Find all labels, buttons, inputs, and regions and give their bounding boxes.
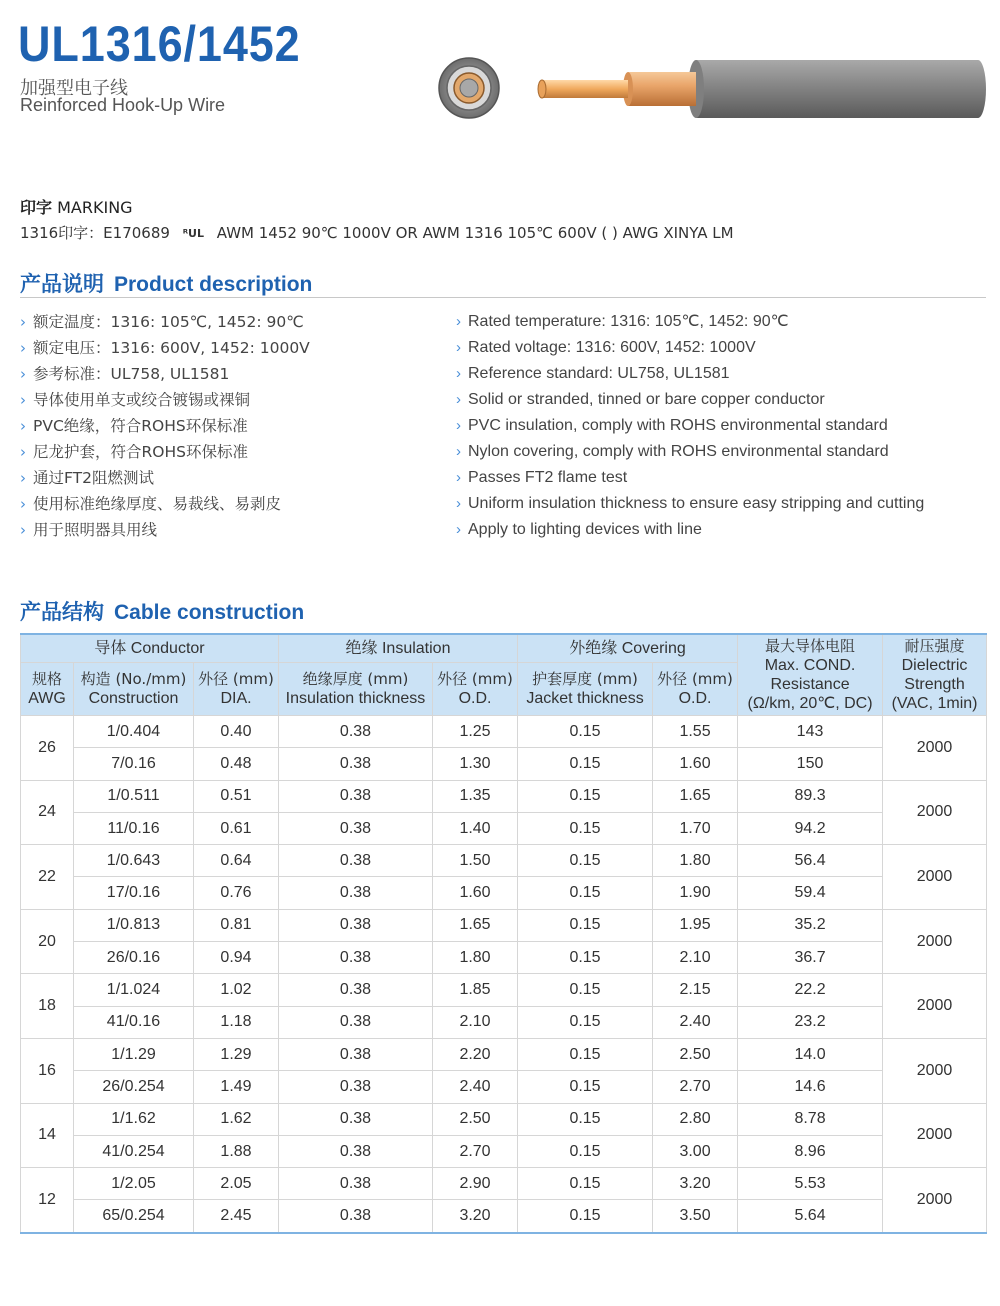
cell-od2: 2.15 xyxy=(653,974,738,1006)
chevron-right-icon: › xyxy=(456,417,461,434)
cell-jac: 0.15 xyxy=(518,748,653,780)
list-item: › Apply to lighting devices with line xyxy=(456,521,702,538)
cell-jac: 0.15 xyxy=(518,845,653,877)
cell-od2: 2.50 xyxy=(653,1038,738,1070)
cell-jac: 0.15 xyxy=(518,909,653,941)
cell-cons: 65/0.254 xyxy=(74,1200,194,1233)
list-item: › 使用标准绝缘厚度、易裁线、易剥皮 xyxy=(20,495,282,513)
header-insulation: 绝缘 Insulation xyxy=(279,634,518,663)
cell-dia: 0.48 xyxy=(194,748,279,780)
chevron-right-icon: › xyxy=(20,365,26,383)
chevron-right-icon: › xyxy=(456,495,461,512)
chevron-right-icon: › xyxy=(20,443,26,461)
cell-dia: 1.62 xyxy=(194,1103,279,1135)
list-item: › 用于照明器具用线 xyxy=(20,521,158,539)
list-item: › 额定电压：1316: 600V, 1452: 1000V xyxy=(20,339,310,357)
cell-dielectric-strength: 2000 xyxy=(883,716,987,781)
product-name-en: Reinforced Hook-Up Wire xyxy=(20,95,226,115)
chevron-right-icon: › xyxy=(20,469,26,487)
cell-res: 36.7 xyxy=(738,942,883,974)
cell-od2: 1.80 xyxy=(653,845,738,877)
chevron-right-icon: › xyxy=(20,417,26,435)
cell-ins: 0.38 xyxy=(279,1168,433,1200)
cell-ins: 0.38 xyxy=(279,877,433,909)
table-row xyxy=(21,877,987,909)
cell-jac: 0.15 xyxy=(518,716,653,748)
cell-res: 8.78 xyxy=(738,1103,883,1135)
header-dielectric-strength: 耐压强度 Dielectric Strength (VAC, 1min) xyxy=(883,634,987,716)
list-item: › 通过FT2阻燃测试 xyxy=(20,469,154,487)
cell-cons: 1/1.024 xyxy=(74,974,194,1006)
cell-dia: 0.76 xyxy=(194,877,279,909)
cell-od: 1.30 xyxy=(433,748,518,780)
cell-od2: 1.60 xyxy=(653,748,738,780)
cell-cons: 26/0.254 xyxy=(74,1071,194,1103)
header-awg: 规格 AWG xyxy=(21,663,74,716)
cell-dia: 2.05 xyxy=(194,1168,279,1200)
cell-dia: 0.51 xyxy=(194,780,279,812)
cell-od2: 3.50 xyxy=(653,1200,738,1233)
cell-awg: 20 xyxy=(21,909,74,974)
cell-jac: 0.15 xyxy=(518,942,653,974)
cell-jac: 0.15 xyxy=(518,1200,653,1233)
cell-res: 56.4 xyxy=(738,845,883,877)
cell-jac: 0.15 xyxy=(518,812,653,844)
marking-text xyxy=(20,222,734,243)
cell-dielectric-strength: 2000 xyxy=(883,845,987,910)
cell-od: 2.20 xyxy=(433,1038,518,1070)
cell-od: 2.10 xyxy=(433,1006,518,1038)
table-body xyxy=(21,716,987,1233)
table-row xyxy=(21,780,987,812)
table-row xyxy=(21,1135,987,1167)
cell-jac: 0.15 xyxy=(518,780,653,812)
marking-prefix: 1316印字：E170689 xyxy=(20,224,170,242)
chevron-right-icon: › xyxy=(20,495,26,513)
cell-dia: 0.40 xyxy=(194,716,279,748)
list-item: › Rated temperature: 1316: 105℃, 1452: 90℃ xyxy=(456,313,789,330)
cell-od: 1.40 xyxy=(433,812,518,844)
cell-cons: 17/0.16 xyxy=(74,877,194,909)
header-insulation-thickness: 绝缘厚度 (mm) Insulation thickness xyxy=(279,663,433,716)
chevron-right-icon: › xyxy=(456,313,461,330)
cell-ins: 0.38 xyxy=(279,1200,433,1233)
cell-od2: 2.40 xyxy=(653,1006,738,1038)
cell-od2: 2.10 xyxy=(653,942,738,974)
cell-ins: 0.38 xyxy=(279,1038,433,1070)
list-item: › Uniform insulation thickness to ensure easy stripping and cutting xyxy=(456,495,925,512)
cell-jac: 0.15 xyxy=(518,1038,653,1070)
cell-res: 59.4 xyxy=(738,877,883,909)
list-item: › 尼龙护套，符合ROHS环保标准 xyxy=(20,443,248,461)
header-construction: 构造 (No./mm) Construction xyxy=(74,663,194,716)
cell-dia: 0.81 xyxy=(194,909,279,941)
cell-res: 14.0 xyxy=(738,1038,883,1070)
cell-awg: 22 xyxy=(21,845,74,910)
cell-od: 2.70 xyxy=(433,1135,518,1167)
table-row xyxy=(21,974,987,1006)
product-description-heading: 产品说明 Product description xyxy=(20,272,313,296)
table-row xyxy=(21,1006,987,1038)
cell-ins: 0.38 xyxy=(279,845,433,877)
cell-od2: 2.70 xyxy=(653,1071,738,1103)
list-item: › Passes FT2 flame test xyxy=(456,469,628,486)
product-model-title: UL1316/1452 xyxy=(18,16,301,72)
cell-cons: 1/0.511 xyxy=(74,780,194,812)
cell-cons: 26/0.16 xyxy=(74,942,194,974)
cell-dia: 2.45 xyxy=(194,1200,279,1233)
description-list-en xyxy=(456,309,924,543)
cell-cons: 41/0.254 xyxy=(74,1135,194,1167)
cell-ins: 0.38 xyxy=(279,1006,433,1038)
cell-ins: 0.38 xyxy=(279,974,433,1006)
chevron-right-icon: › xyxy=(456,339,461,356)
cell-ins: 0.38 xyxy=(279,909,433,941)
cell-res: 14.6 xyxy=(738,1071,883,1103)
table-row xyxy=(21,1200,987,1233)
table-row xyxy=(21,812,987,844)
cell-jac: 0.15 xyxy=(518,1071,653,1103)
table-row xyxy=(21,942,987,974)
cell-ins: 0.38 xyxy=(279,716,433,748)
list-item: › PVC insulation, comply with ROHS environmental standard xyxy=(456,417,888,434)
cell-cons: 1/0.643 xyxy=(74,845,194,877)
cell-awg: 16 xyxy=(21,1038,74,1103)
cell-cons: 1/2.05 xyxy=(74,1168,194,1200)
product-name-cn: 加强型电子线 xyxy=(20,78,128,99)
table-header-row xyxy=(21,634,987,663)
header-covering-od: 外径 (mm) O.D. xyxy=(653,663,738,716)
cell-jac: 0.15 xyxy=(518,974,653,1006)
table-row xyxy=(21,716,987,748)
cell-od2: 1.65 xyxy=(653,780,738,812)
cell-ins: 0.38 xyxy=(279,780,433,812)
cell-ins: 0.38 xyxy=(279,748,433,780)
chevron-right-icon: › xyxy=(456,443,461,460)
cell-od2: 3.20 xyxy=(653,1168,738,1200)
cell-cons: 41/0.16 xyxy=(74,1006,194,1038)
table-row xyxy=(21,1168,987,1200)
cell-res: 94.2 xyxy=(738,812,883,844)
cell-od2: 1.70 xyxy=(653,812,738,844)
cell-awg: 14 xyxy=(21,1103,74,1168)
cell-dia: 1.49 xyxy=(194,1071,279,1103)
marking-code: AWM 1452 90℃ 1000V OR AWM 1316 105℃ 600V ( ) AWG XINYA LM xyxy=(216,224,734,242)
table-row xyxy=(21,1103,987,1135)
cell-jac: 0.15 xyxy=(518,1168,653,1200)
cell-od: 2.50 xyxy=(433,1103,518,1135)
cell-od2: 1.55 xyxy=(653,716,738,748)
cell-ins: 0.38 xyxy=(279,942,433,974)
cell-res: 5.64 xyxy=(738,1200,883,1233)
list-item: › 参考标准：UL758, UL1581 xyxy=(20,365,230,383)
cell-ins: 0.38 xyxy=(279,1135,433,1167)
cell-dielectric-strength: 2000 xyxy=(883,780,987,845)
cell-res: 23.2 xyxy=(738,1006,883,1038)
description-list-cn xyxy=(20,309,310,543)
cell-od: 1.80 xyxy=(433,942,518,974)
table-row xyxy=(21,1071,987,1103)
cell-res: 35.2 xyxy=(738,909,883,941)
cell-dielectric-strength: 2000 xyxy=(883,1103,987,1168)
cell-dielectric-strength: 2000 xyxy=(883,1038,987,1103)
chevron-right-icon: › xyxy=(20,313,26,331)
list-item: › Solid or stranded, tinned or bare copper conductor xyxy=(456,391,825,408)
cell-od: 1.85 xyxy=(433,974,518,1006)
ul-logo: ᴿUL xyxy=(182,227,204,240)
construction-table xyxy=(20,633,987,1234)
cell-cons: 11/0.16 xyxy=(74,812,194,844)
cell-ins: 0.38 xyxy=(279,812,433,844)
cell-ins: 0.38 xyxy=(279,1103,433,1135)
cell-awg: 18 xyxy=(21,974,74,1039)
cell-cons: 1/0.404 xyxy=(74,716,194,748)
table-row xyxy=(21,748,987,780)
marking-heading: 印字 MARKING xyxy=(20,198,133,217)
cell-cons: 1/0.813 xyxy=(74,909,194,941)
cell-od: 2.90 xyxy=(433,1168,518,1200)
cell-cons: 1/1.62 xyxy=(74,1103,194,1135)
cell-od: 1.25 xyxy=(433,716,518,748)
cell-jac: 0.15 xyxy=(518,1103,653,1135)
table-row xyxy=(21,845,987,877)
cell-od: 2.40 xyxy=(433,1071,518,1103)
cell-od2: 3.00 xyxy=(653,1135,738,1167)
cell-dia: 0.61 xyxy=(194,812,279,844)
list-item: › Nylon covering, comply with ROHS environmental standard xyxy=(456,443,889,460)
chevron-right-icon: › xyxy=(20,339,26,357)
wire-illustration xyxy=(438,50,990,130)
cell-dielectric-strength: 2000 xyxy=(883,1168,987,1233)
cell-res: 8.96 xyxy=(738,1135,883,1167)
list-item: › 导体使用单支或绞合镀锡或裸铜 xyxy=(20,391,251,409)
chevron-right-icon: › xyxy=(456,365,461,382)
cell-res: 5.53 xyxy=(738,1168,883,1200)
cable-construction-heading: 产品结构 Cable construction xyxy=(20,600,305,624)
cell-od: 1.60 xyxy=(433,877,518,909)
cell-od: 1.35 xyxy=(433,780,518,812)
list-item: › Rated voltage: 1316: 600V, 1452: 1000V xyxy=(456,339,756,356)
header-dia: 外径 (mm) DIA. xyxy=(194,663,279,716)
cell-res: 150 xyxy=(738,748,883,780)
cell-res: 22.2 xyxy=(738,974,883,1006)
cell-awg: 12 xyxy=(21,1168,74,1233)
cell-dielectric-strength: 2000 xyxy=(883,909,987,974)
list-item: › PVC绝缘，符合ROHS环保标准 xyxy=(20,417,248,435)
header-conductor: 导体 Conductor xyxy=(21,634,279,663)
cell-awg: 26 xyxy=(21,716,74,781)
cell-jac: 0.15 xyxy=(518,1135,653,1167)
cell-jac: 0.15 xyxy=(518,877,653,909)
cell-dia: 0.94 xyxy=(194,942,279,974)
cell-res: 89.3 xyxy=(738,780,883,812)
chevron-right-icon: › xyxy=(20,391,26,409)
list-item: › Reference standard: UL758, UL1581 xyxy=(456,365,730,382)
wire-side-view xyxy=(538,60,986,118)
cell-od: 1.50 xyxy=(433,845,518,877)
chevron-right-icon: › xyxy=(456,391,461,408)
chevron-right-icon: › xyxy=(456,469,461,486)
cell-dia: 1.88 xyxy=(194,1135,279,1167)
table-row xyxy=(21,1038,987,1070)
cell-jac: 0.15 xyxy=(518,1006,653,1038)
cell-od: 1.65 xyxy=(433,909,518,941)
section-divider xyxy=(20,297,986,298)
chevron-right-icon: › xyxy=(20,521,26,539)
header-resistance: 最大导体电阻 Max. COND. Resistance (Ω/km, 20℃, DC) xyxy=(738,634,883,716)
cell-dia: 0.64 xyxy=(194,845,279,877)
cell-res: 143 xyxy=(738,716,883,748)
cell-od2: 1.95 xyxy=(653,909,738,941)
cell-od2: 1.90 xyxy=(653,877,738,909)
cell-cons: 7/0.16 xyxy=(74,748,194,780)
cell-dia: 1.29 xyxy=(194,1038,279,1070)
cell-od2: 2.80 xyxy=(653,1103,738,1135)
table-row xyxy=(21,909,987,941)
wire-cross-section xyxy=(439,58,499,118)
chevron-right-icon: › xyxy=(456,521,461,538)
header-jacket-thickness: 护套厚度 (mm) Jacket thickness xyxy=(518,663,653,716)
cell-dielectric-strength: 2000 xyxy=(883,974,987,1039)
header-covering: 外绝缘 Covering xyxy=(518,634,738,663)
header-insulation-od: 外径 (mm) O.D. xyxy=(433,663,518,716)
cell-awg: 24 xyxy=(21,780,74,845)
cell-ins: 0.38 xyxy=(279,1071,433,1103)
cell-dia: 1.02 xyxy=(194,974,279,1006)
cell-cons: 1/1.29 xyxy=(74,1038,194,1070)
cell-od: 3.20 xyxy=(433,1200,518,1233)
list-item: › 额定温度：1316: 105℃, 1452: 90℃ xyxy=(20,313,304,331)
cell-dia: 1.18 xyxy=(194,1006,279,1038)
